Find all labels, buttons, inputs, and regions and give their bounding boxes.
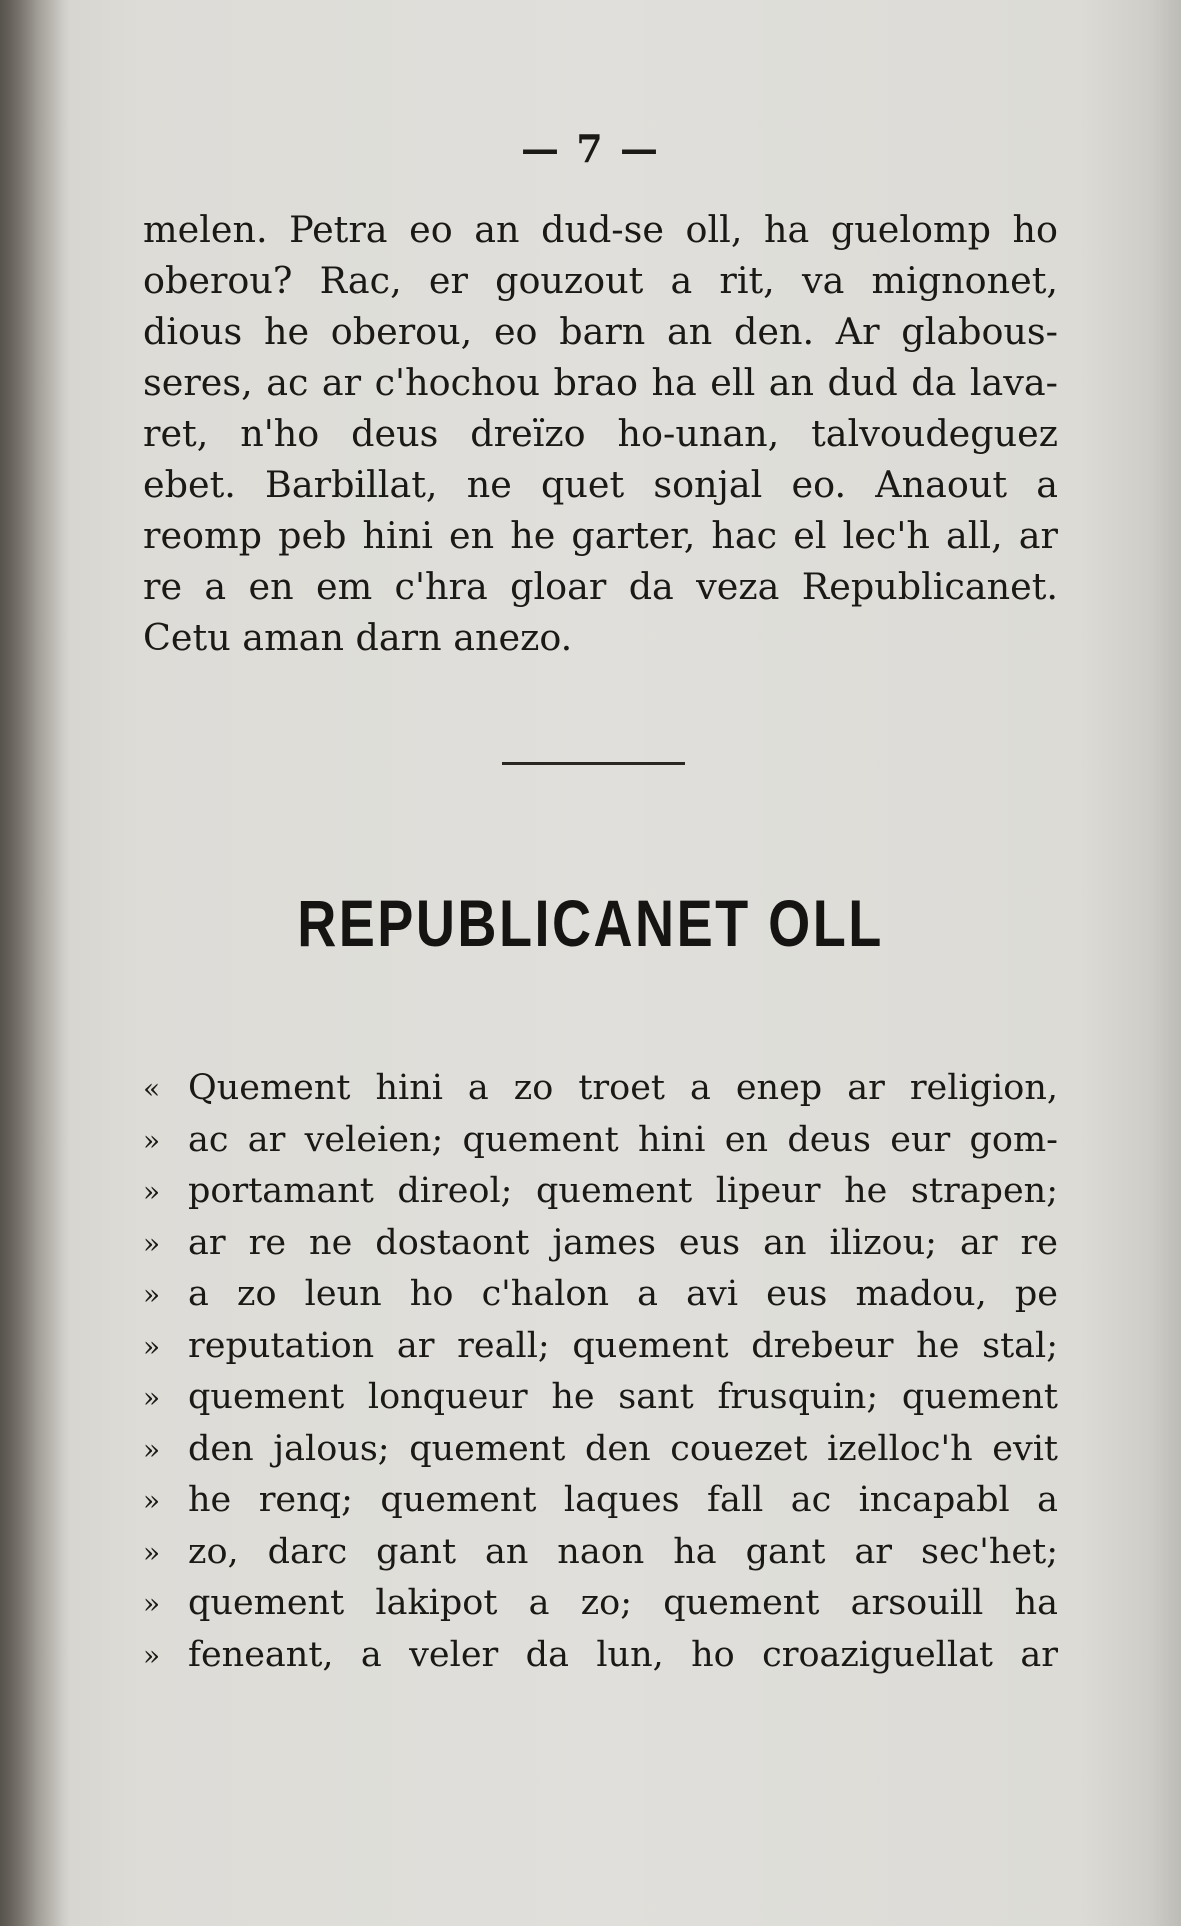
quote-mark: » bbox=[143, 1123, 161, 1157]
text-line: seres, ac ar c'hochou brao ha ell an dud da lava- bbox=[143, 361, 1058, 404]
quote-mark: » bbox=[143, 1432, 161, 1466]
quote-line bbox=[143, 1115, 1058, 1167]
quote-text: a zo leun ho c'halon a avi eus madou, pe bbox=[188, 1274, 1058, 1314]
quote-mark: « bbox=[143, 1072, 161, 1105]
quote-line bbox=[143, 1269, 1058, 1321]
quote-line bbox=[143, 1321, 1058, 1373]
section-heading: REPUBLICANET OLL bbox=[297, 886, 884, 960]
quote-mark: » bbox=[143, 1638, 161, 1672]
text-line: ebet. Barbillat, ne quet sonjal eo. Anaout a bbox=[143, 463, 1058, 506]
quote-line bbox=[143, 1475, 1058, 1527]
text-line: Cetu aman darn anezo. bbox=[143, 616, 573, 659]
quote-mark: » bbox=[143, 1484, 161, 1517]
quote-mark: » bbox=[143, 1278, 161, 1311]
quoted-passage bbox=[143, 1063, 1058, 1681]
quote-text: reputation ar reall; quement drebeur he stal; bbox=[188, 1325, 1058, 1366]
quote-text: zo, darc gant an naon ha gant ar sec'het; bbox=[188, 1531, 1058, 1572]
quote-line bbox=[143, 1166, 1058, 1218]
quote-text: feneant, a veler da lun, ho croaziguellat ar bbox=[188, 1634, 1058, 1675]
quote-line bbox=[143, 1578, 1058, 1630]
quote-text: den jalous; quement den couezet izelloc'h evit bbox=[188, 1428, 1058, 1469]
text-line: melen. Petra eo an dud-se oll, ha guelomp ho bbox=[143, 208, 1058, 251]
quote-text: he renq; quement laques fall ac incapabl a bbox=[188, 1480, 1058, 1520]
quote-text: Quement hini a zo troet a enep ar religion, bbox=[188, 1068, 1058, 1108]
text-line: dious he oberou, eo barn an den. Ar glabous- bbox=[143, 310, 1058, 353]
quote-mark: » bbox=[143, 1535, 161, 1569]
page-number: — 7 — bbox=[521, 126, 660, 171]
quote-mark: » bbox=[143, 1226, 161, 1260]
text-line: oberou? Rac, er gouzout a rit, va mignonet, bbox=[143, 259, 1058, 302]
quote-mark: » bbox=[143, 1587, 161, 1620]
quote-text: portamant direol; quement lipeur he strapen; bbox=[188, 1171, 1058, 1211]
quote-mark: » bbox=[143, 1175, 161, 1208]
quote-text: quement lakipot a zo; quement arsouill ha bbox=[188, 1583, 1058, 1623]
section-divider bbox=[502, 762, 685, 765]
text-line: reomp peb hini en he garter, hac el lec'h all, ar bbox=[143, 514, 1058, 557]
quote-line bbox=[143, 1527, 1058, 1579]
quote-text: quement lonqueur he sant frusquin; quement bbox=[188, 1377, 1058, 1417]
quote-line bbox=[143, 1218, 1058, 1270]
text-line: re a en em c'hra gloar da veza Republicanet. bbox=[143, 565, 1058, 608]
quote-mark: » bbox=[143, 1381, 161, 1414]
quote-line bbox=[143, 1063, 1058, 1115]
paragraph-1 bbox=[143, 204, 1058, 663]
quote-text: ac ar veleien; quement hini en deus eur gom- bbox=[188, 1119, 1058, 1160]
text-line: ret, n'ho deus dreïzo ho-unan, talvoudeguez bbox=[143, 412, 1058, 455]
quote-text: ar re ne dostaont james eus an ilizou; ar re bbox=[188, 1222, 1058, 1263]
quote-line bbox=[143, 1372, 1058, 1424]
binding-shadow bbox=[0, 0, 70, 1926]
quote-mark: » bbox=[143, 1329, 161, 1363]
quote-line bbox=[143, 1424, 1058, 1476]
quote-line bbox=[143, 1630, 1058, 1682]
